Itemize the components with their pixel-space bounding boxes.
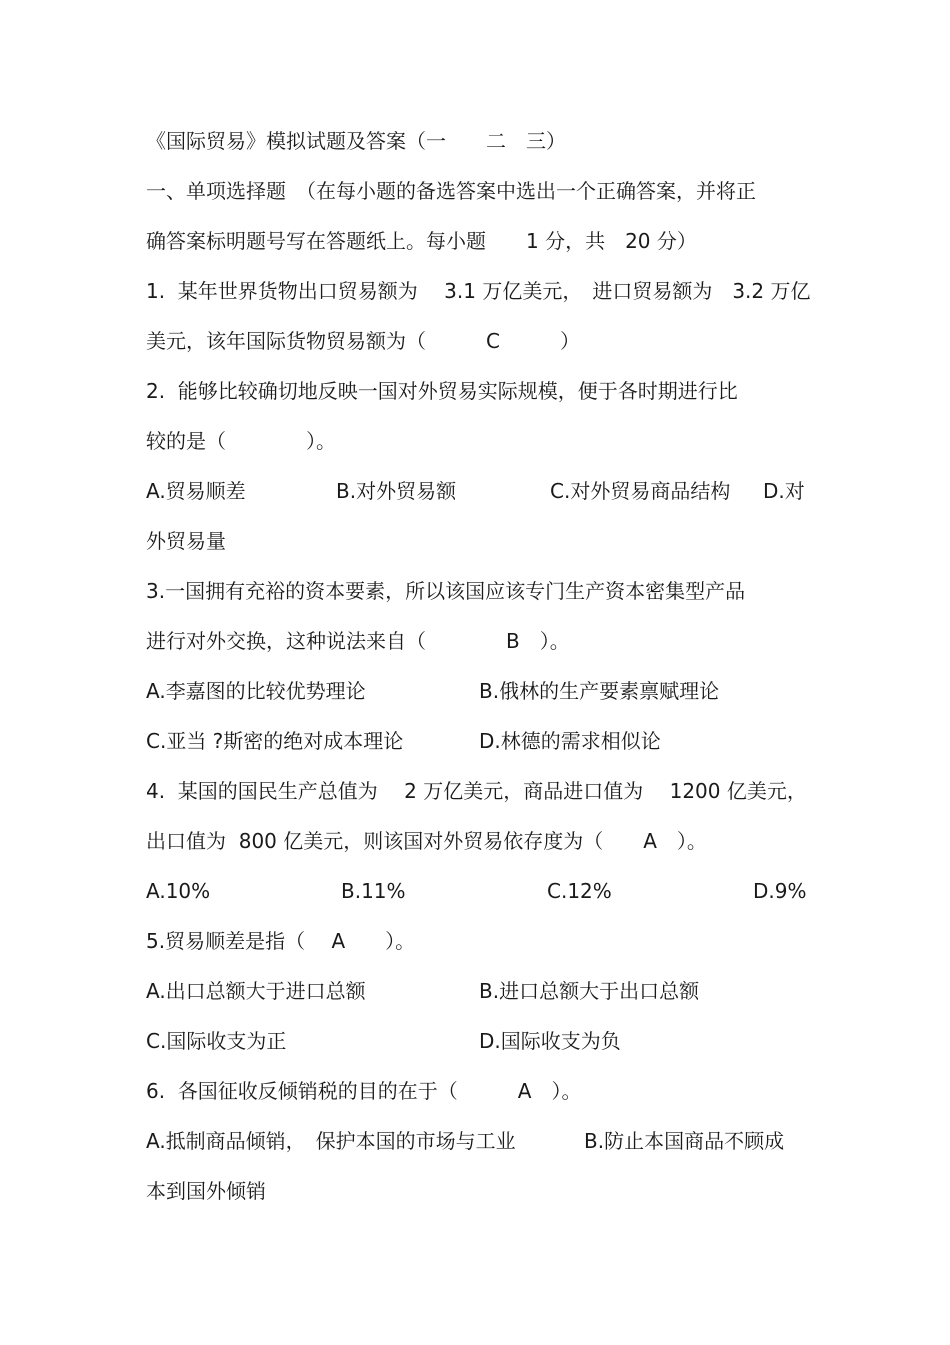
question-6-option-a: A.抵制商品倾销， 保护本国的市场与工业 [146,1129,516,1153]
question-3-option-d: D.林德的需求相似论 [479,729,661,753]
question-6-option-wrap: 本到国外倾销 [146,1179,266,1203]
question-2-option-a: A.贸易顺差 [146,479,246,503]
question-4-option-d: D.9% [753,879,807,903]
question-6-line-1: 6. 各国征收反倾销税的目的在于（ A ）。 [146,1079,582,1103]
question-4-option-b: B.11% [341,879,406,903]
question-5-option-a: A.出口总额大于进口总额 [146,979,366,1003]
question-1-line-2: 美元，该年国际货物贸易额为（ C ） [146,329,580,353]
question-4-option-a: A.10% [146,879,211,903]
question-5-option-d: D.国际收支为负 [479,1029,621,1053]
section-heading-line-2: 确答案标明题号写在答题纸上。每小题 1 分，共 20 分） [146,229,697,253]
question-2-option-wrap: 外贸易量 [146,529,226,553]
question-4-option-c: C.12% [547,879,612,903]
question-2-option-d: D.对 [763,479,805,503]
question-5-option-c: C.国际收支为正 [146,1029,287,1053]
question-2-option-c: C.对外贸易商品结构 [550,479,731,503]
question-3-line-2: 进行对外交换，这种说法来自（ B ）。 [146,629,570,653]
question-2-line-1: 2. 能够比较确切地反映一国对外贸易实际规模，便于各时期进行比 [146,379,738,403]
section-heading-line-1: 一、单项选择题 （在每小题的备选答案中选出一个正确答案，并将正 [146,179,756,203]
question-3-option-c: C.亚当 ?斯密的绝对成本理论 [146,729,404,753]
question-2-line-2: 较的是（ ）。 [146,429,336,453]
question-3-line-1: 3.一国拥有充裕的资本要素，所以该国应该专门生产资本密集型产品 [146,579,746,603]
question-3-option-a: A.李嘉图的比较优势理论 [146,679,366,703]
question-3-option-b: B.俄林的生产要素禀赋理论 [479,679,720,703]
question-4-line-1: 4. 某国的国民生产总值为 2 万亿美元，商品进口值为 1200 亿美元， [146,779,807,803]
question-4-line-2: 出口值为 800 亿美元，则该国对外贸易依存度为（ A ）。 [146,829,707,853]
question-5-line-1: 5.贸易顺差是指（ A ）。 [146,929,416,953]
question-5-option-b: B.进口总额大于出口总额 [479,979,700,1003]
question-2-option-b: B.对外贸易额 [336,479,457,503]
question-6-option-b: B.防止本国商品不顾成 [584,1129,785,1153]
question-1-line-1: 1. 某年世界货物出口贸易额为 3.1 万亿美元， 进口贸易额为 3.2 万亿 [146,279,811,303]
document-title: 《国际贸易》模拟试题及答案（一 二 三） [146,129,566,153]
